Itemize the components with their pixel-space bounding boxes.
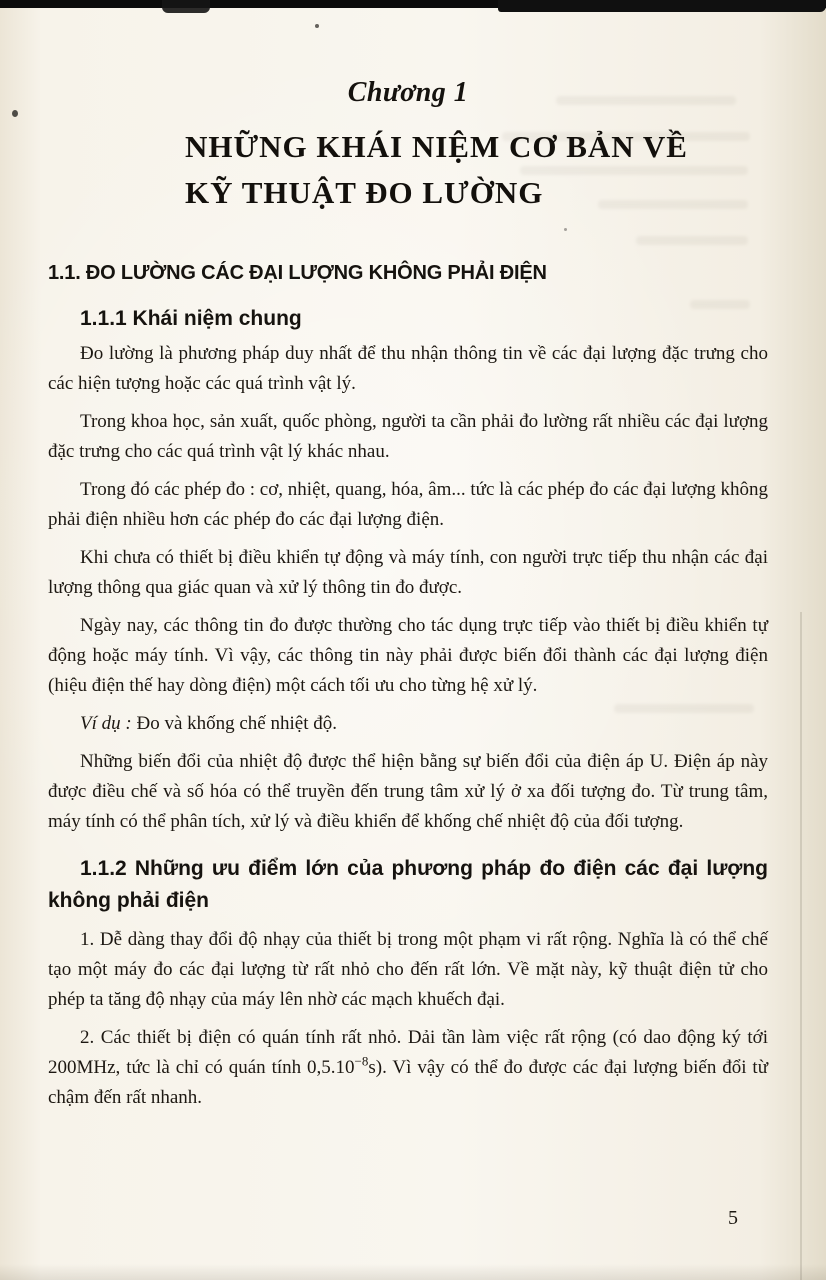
paragraph-3: Trong đó các phép đo : cơ, nhiệt, quang, hóa, âm... tức là các phép đo các đại lượng không phải điện nhiều hơn các phép đo các đại lượng điện. (48, 479, 768, 530)
paragraph-4: Khi chưa có thiết bị điều khiển tự động và máy tính, con người trực tiếp thu nhận các đại lượng thông qua giác quan và xử lý thông tin đo được. (48, 547, 768, 598)
paragraph-7: 1. Dễ dàng thay đổi độ nhạy của thiết bị trong một phạm vi rất rộng. Nghĩa là có thể chế tạo một máy đo các đại lượng từ rất nhỏ cho đến rất lớn. Về mặt này, kỹ thuật điện tử cho phép ta tăng độ nhạy của máy lên nhờ các mạch khuếch đại. (48, 929, 768, 1010)
page-number: 5 (728, 1207, 738, 1229)
example-text: Đo và khống chế nhiệt độ. (131, 713, 337, 734)
chapter-label: Chương 1 (347, 77, 469, 108)
paragraph-8-text-end: s). Vì vậy có thể đo được các đại lượng biến đổi từ chậm đến rất nhanh. (48, 1057, 769, 1108)
paragraph-8-text-start: 2. Các thiết bị điện có quán tính rất nhỏ. Dải tần làm việc rất rộng (có dao động ký tới 200MHz, tức là chỉ có quán tính 0,5.10 (48, 1027, 768, 1078)
example-label: Ví dụ : (80, 713, 132, 734)
section-heading-1-1: 1.1. ĐO LƯỜNG CÁC ĐẠI LƯỢNG KHÔNG PHẢI ĐIỆN (48, 262, 547, 284)
paragraph-6: Những biến đổi của nhiệt độ được thể hiện bằng sự biến đổi của điện áp U. Điện áp này được điều chế và số hóa có thể truyền đến trung tâm xử lý ở xa đối tượng đo. Từ trung tâm, máy tính có thể phân tích, xử lý và điều khiển để khống chế nhiệt độ của đối tượng. (48, 751, 768, 832)
subsection-heading-1-1-2: 1.1.2 Những ưu điểm lớn của phương pháp đo điện các đại lượng không phải điện (48, 857, 768, 912)
chapter-title-line1: NHỮNG KHÁI NIỆM CƠ BẢN VỀ (185, 129, 688, 164)
chapter-title-line2: KỸ THUẬT ĐO LƯỜNG (185, 175, 544, 210)
subsection-heading-1-1-1: 1.1.1 Khái niệm chung (80, 307, 302, 330)
paragraph-5: Ngày nay, các thông tin đo được thường cho tác dụng trực tiếp vào thiết bị điều khiển tự động hoặc máy tính. Vì vậy, các thông tin này phải được biến đổi thành các đại lượng điện (hiệu điện thế hay dòng điện) một cách tối ưu cho từng hệ xử lý. (48, 615, 768, 696)
paragraph-1: Đo lường là phương pháp duy nhất để thu nhận thông tin về các đại lượng đặc trưng cho các hiện tượng hoặc các quá trình vật lý. (48, 343, 768, 394)
exponent: −8 (354, 1053, 369, 1069)
chapter-title (185, 124, 768, 216)
paragraph-example (48, 709, 768, 739)
paragraph-2: Trong khoa học, sản xuất, quốc phòng, người ta cần phải đo lường rất nhiều các đại lượng đặc trưng cho các quá trình vật lý khác nhau. (48, 411, 768, 462)
paragraph-8 (48, 1023, 768, 1113)
